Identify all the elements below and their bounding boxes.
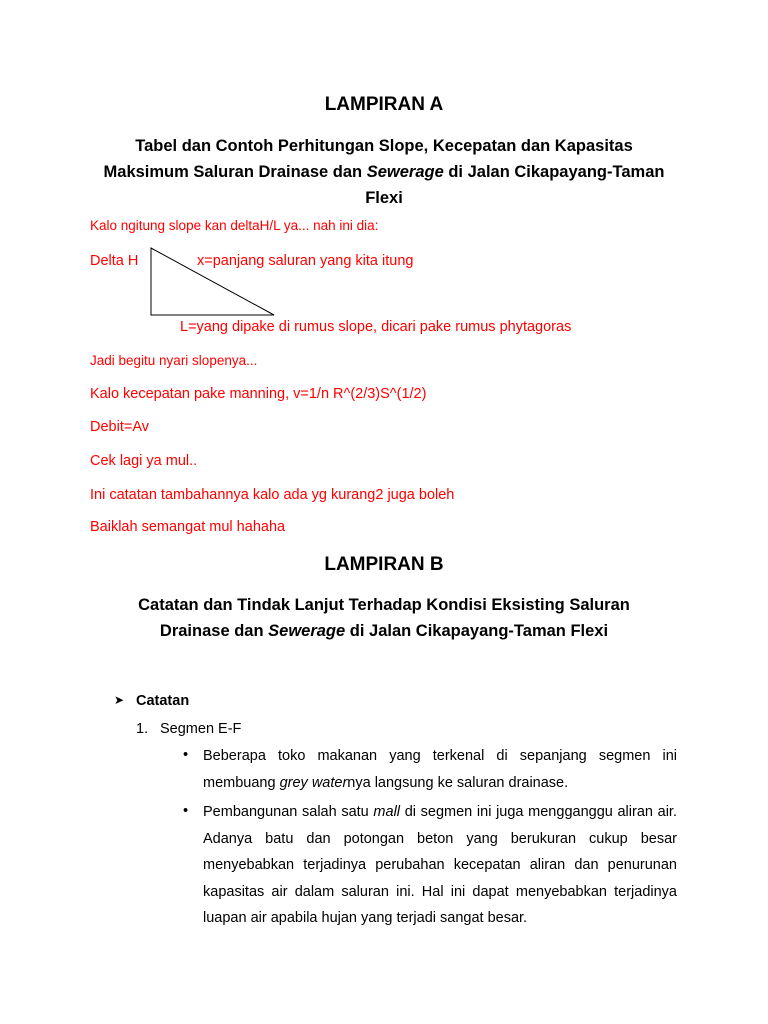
lampiran-a-title: [100, 133, 668, 211]
note-delta-h: Delta H: [90, 253, 139, 269]
bullet-2-text-end: di segmen ini juga mengganggu aliran air. Adanya batu dan potongan beton yang berukuran cukup besar menyebabkan terjadinya perubahan kecepatan aliran dan penurunan kapasitas air dalam saluran ini. Hal ini dapat menyebabkan terjadinya luapan air apabila hujan yang terjadi sangat besar.: [203, 804, 677, 926]
note-l-label: L=yang dipake di rumus slope, dicari pake rumus phytagoras: [180, 319, 572, 335]
note-x-label: x=panjang saluran yang kita itung: [197, 253, 414, 269]
bullet-dot-icon: •: [183, 747, 189, 763]
catatan-label: Catatan: [136, 693, 190, 709]
item1-number: 1.: [136, 721, 149, 737]
bullet-1-text: Beberapa toko makanan yang terkenal di sepanjang segmen ini membuang: [203, 748, 677, 791]
note-catatan-tambahan: Ini catatan tambahannya kalo ada yg kurang2 juga boleh: [90, 487, 455, 503]
bullet-2-italic: mall: [373, 804, 401, 820]
lampiran-a-title-text-end: di Jalan Cikapayang-Taman Flexi: [365, 163, 665, 207]
note-slope-intro: Kalo ngitung slope kan deltaH/L ya... nah ini dia:: [90, 218, 379, 233]
lampiran-b-title-italic: Sewerage: [268, 622, 346, 640]
lampiran-a-title-italic: Sewerage: [366, 163, 444, 181]
bullet-paragraph-2: [203, 799, 677, 932]
note-debit: Debit=Av: [90, 419, 149, 435]
bullet-1-italic: grey water: [279, 774, 348, 791]
lampiran-a-title-text: Tabel dan Contoh Perhitungan Slope, Kecepatan dan Kapasitas Maksimum Saluran Drainase dan: [103, 137, 633, 181]
bullet-1-text-end: nya langsung ke saluran drainase.: [347, 774, 569, 791]
bullet-paragraph-1: [203, 743, 677, 796]
note-cek: Cek lagi ya mul..: [90, 453, 198, 469]
item1-label: Segmen E-F: [160, 721, 242, 737]
lampiran-b-heading: LAMPIRAN B: [324, 554, 444, 575]
bullet-2-text: Pembangunan salah satu: [203, 804, 374, 820]
lampiran-a-heading: LAMPIRAN A: [324, 94, 444, 115]
lampiran-b-title: [110, 592, 658, 644]
note-manning: Kalo kecepatan pake manning, v=1/n R^(2/3)S^(1/2): [90, 386, 427, 402]
note-slope-result: Jadi begitu nyari slopenya...: [90, 353, 258, 368]
arrow-bullet-icon: ➤: [114, 693, 125, 707]
note-semangat: Baiklah semangat mul hahaha: [90, 519, 286, 535]
bullet-dot-icon: •: [183, 803, 189, 819]
lampiran-b-title-text: Catatan dan Tindak Lanjut Terhadap Kondisi Eksisting Saluran Drainase dan: [138, 596, 630, 640]
lampiran-b-title-text-end: di Jalan Cikapayang-Taman Flexi: [345, 622, 609, 640]
